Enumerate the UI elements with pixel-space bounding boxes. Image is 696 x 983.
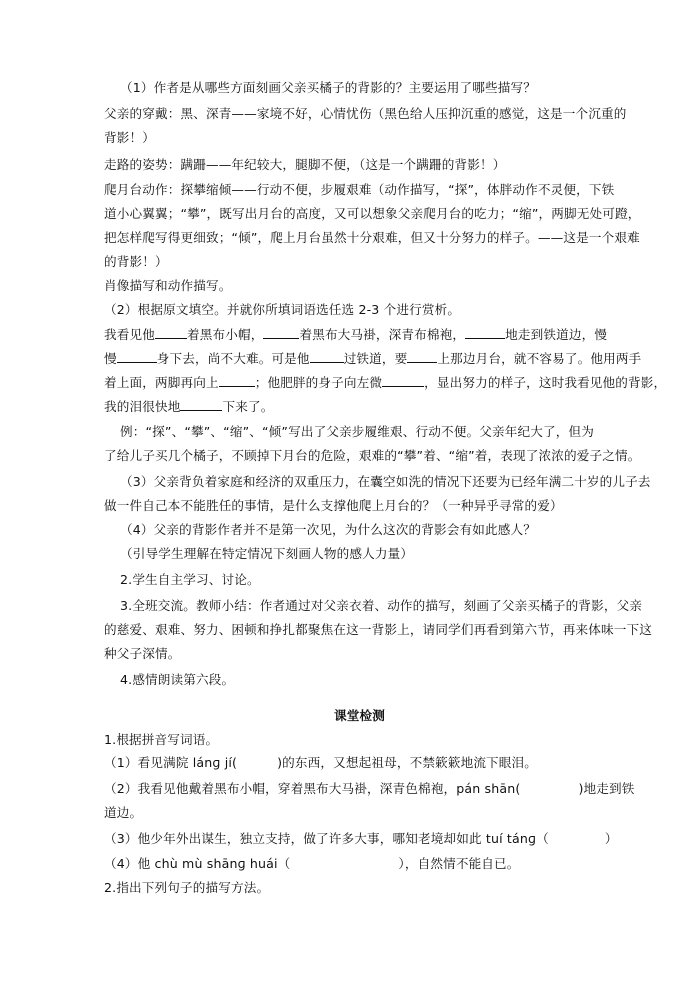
pinyin-question-4 <box>104 856 520 872</box>
passage-text: 我看见他 <box>104 327 155 342</box>
passage-text: 过铁道，要 <box>343 351 408 366</box>
question-text: )地走到铁 <box>578 781 635 796</box>
passage-text: 着黑布大马褂，深青布棉袍， <box>299 327 466 342</box>
question-text: )的东西，又想起祖母，不禁簌簌地流下眼泪。 <box>277 755 538 770</box>
passage-text: 下来了。 <box>222 399 274 414</box>
question-4: （4）父亲的背影作者并不是第一次见，为什么这次的背影会有如此感人？ <box>120 522 536 537</box>
blank-9[interactable] <box>180 398 222 411</box>
passage-line-1 <box>104 326 607 343</box>
example-line-2: 了给儿子买几个橘子，不顾掉下月台的危险，艰难的“攀”着、“缩”着，表现了浓浓的爱子之情。 <box>104 448 641 463</box>
example-line-1: 例：“探”、“攀”、“缩”、“倾”写出了父亲步履维艰、行动不便。父亲年纪大了，但为 <box>120 424 594 439</box>
question-text: （1）看见满院 lánɡ jí( <box>104 755 238 770</box>
dress-analysis-line-1: 父亲的穿戴：黑、深青——家境不好，心情忧伤（黑色给人压抑沉重的感觉，这是一个沉重的 <box>104 106 627 121</box>
passage-line-2 <box>104 350 641 367</box>
question-3-line-1: （3）父亲背负着家庭和经济的双重压力，在囊空如洗的情况下还要为已经年满二十岁的儿子去 <box>120 474 651 489</box>
passage-text: ，显出努力的样子，这时我看见他的背影， <box>424 375 667 390</box>
question-3-line-2: 做一件自己本不能胜任的事情，是什么支撑他爬上月台的？（一种异乎寻常的爱） <box>104 498 563 513</box>
climb-analysis-line-4: 的背影！） <box>104 254 168 269</box>
passage-text: 地走到铁道边，慢 <box>505 327 608 342</box>
step-3-line-1: 3.全班交流。教师小结：作者通过对父亲衣着、动作的描写，刻画了父亲买橘子的背影，父亲 <box>120 598 643 613</box>
question-text: ），自然情不能自已。 <box>398 856 520 871</box>
blank-5[interactable] <box>310 350 344 363</box>
passage-text: ；他肥胖的身子向左微 <box>254 375 383 390</box>
step-2: 2.学生自主学习、讨论。 <box>120 572 260 587</box>
blank-6[interactable] <box>407 350 437 363</box>
check-item-2: 2.指出下列句子的描写方法。 <box>104 880 270 895</box>
question-text: （4）他 chù mù shānɡ huái（ <box>104 856 291 871</box>
question-text: （2）我看见他戴着黑布小帽，穿着黑布大马褂，深青色棉袍，pán shān( <box>104 781 521 796</box>
passage-line-4 <box>104 398 273 415</box>
pinyin-question-2 <box>104 781 635 797</box>
pinyin-question-2-cont: 道边。 <box>104 805 143 820</box>
blank-1[interactable] <box>155 326 187 339</box>
climb-analysis-line-1: 爬月台动作：探攀缩倾——行动不便，步履艰难（动作描写，“探”，体胖动作不灵便，下铁 <box>104 182 615 197</box>
blank-3[interactable] <box>465 326 505 339</box>
blank-2[interactable] <box>263 326 299 339</box>
passage-text: 着黑布小帽， <box>186 327 264 342</box>
dress-analysis-line-2: 背影！） <box>104 130 155 145</box>
climb-analysis-line-2: 道小心翼翼；“攀”，既写出月台的高度，又可以想象父亲爬月台的吃力；“缩”，两脚无处可蹬， <box>104 206 641 221</box>
passage-text: 慢 <box>104 351 117 366</box>
section-title: 课堂检测 <box>334 708 385 723</box>
question-text: ） <box>604 831 618 846</box>
passage-text: 我的泪很快地 <box>104 399 181 414</box>
step-3-line-3: 种父子深情。 <box>104 646 181 661</box>
passage-text: 着上面，两脚再向上 <box>104 375 219 390</box>
question-4-guide: （引导学生理解在特定情况下刻画人物的感人力量） <box>120 546 414 561</box>
passage-text: 上那边月台，就不容易了。他用两手 <box>437 351 642 366</box>
passage-line-3 <box>104 374 666 391</box>
description-summary: 肖像描写和动作描写。 <box>104 278 232 293</box>
climb-analysis-line-3: 把怎样爬写得更细致；“倾”，爬上月台虽然十分艰难，但又十分努力的样子。——这是一个艰难 <box>104 230 640 245</box>
question-1: （1）作者是从哪些方面刻画父亲买橘子的背影的？主要运用了哪些描写？ <box>120 80 536 95</box>
walk-analysis: 走路的姿势：蹒跚——年纪较大，腿脚不便，（这是一个蹒跚的背影！） <box>104 157 506 172</box>
pinyin-question-1 <box>104 755 537 771</box>
blank-7[interactable] <box>219 374 255 387</box>
passage-text: 身下去，尚不大难。可是他 <box>156 351 310 366</box>
question-text: （3）他少年外出谋生，独立支持，做了许多大事，哪知老境却如此 tuí tánɡ（ <box>104 831 549 846</box>
blank-4[interactable] <box>117 350 157 363</box>
step-4: 4.感情朗读第六段。 <box>120 672 235 687</box>
check-item-1: 1.根据拼音写词语。 <box>104 732 219 747</box>
blank-8[interactable] <box>382 374 424 387</box>
question-2: （2）根据原文填空。并就你所填词语选任选 2-3 个进行赏析。 <box>104 302 461 317</box>
pinyin-question-3 <box>104 831 618 847</box>
step-3-line-2: 的慈爱、艰难、努力、困顿和挣扎都聚焦在这一背影上，请同学们再看到第六节，再来体味一下这 <box>104 622 652 637</box>
